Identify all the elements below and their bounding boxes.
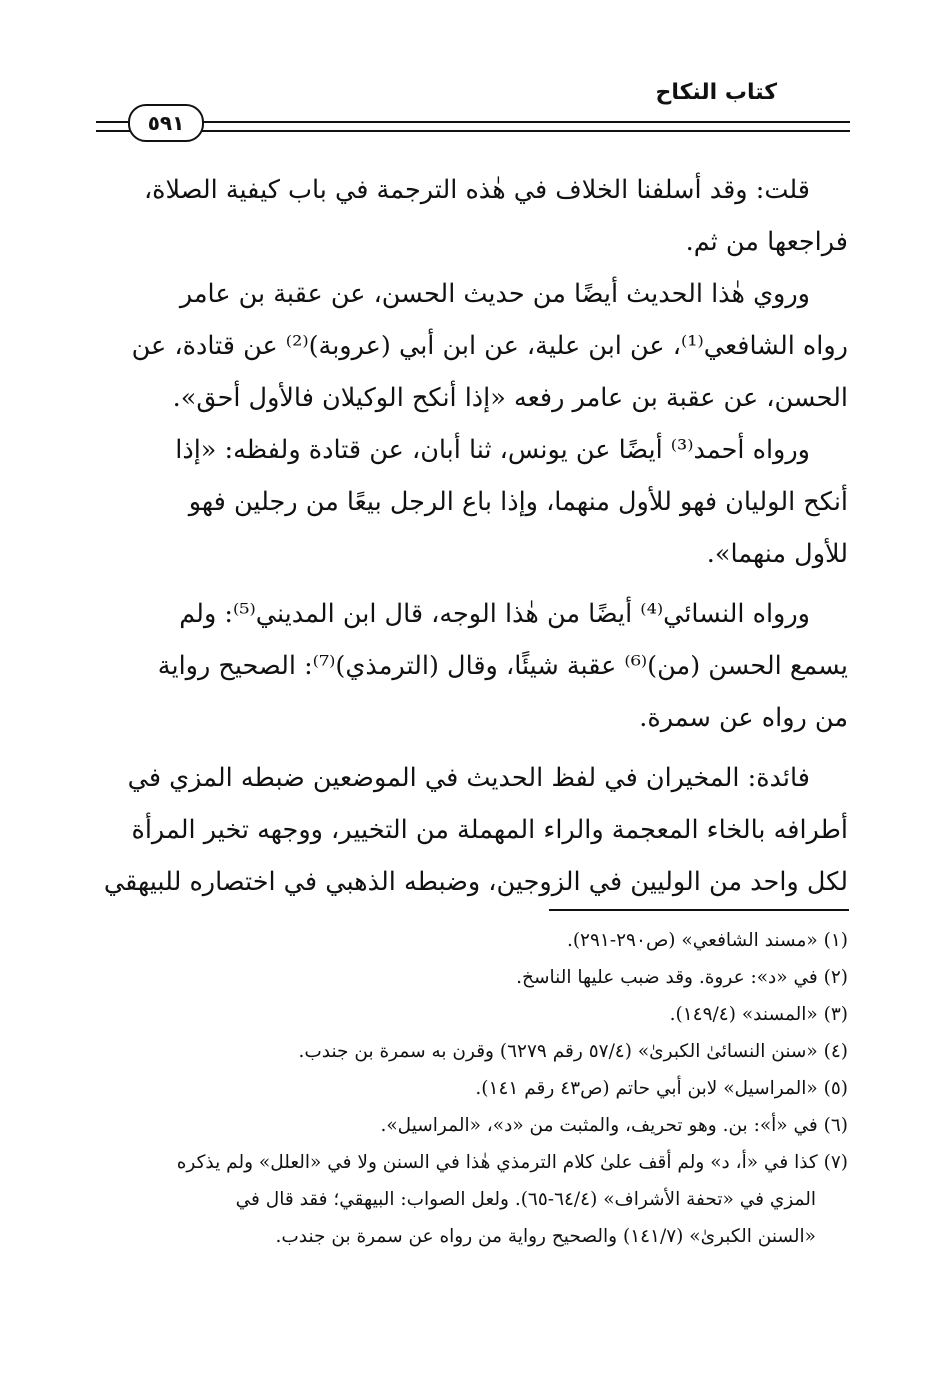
paragraph-4-line-3: من رواه عن سمرة. [639,703,848,733]
paragraph-3-line-2: أنكح الوليان فهو للأول منهما، وإذا باع الرجل بيعًا من رجلين فهو [188,487,848,517]
paragraph-5-line-3: لكل واحد من الوليين في الزوجين، وضبطه الذهبي في اختصاره للبيهقي [103,867,848,897]
paragraph-4-line-1: ورواه النسائي⁽⁴⁾ أيضًا من هٰذا الوجه، قال ابن المديني⁽⁵⁾: ولم [179,599,810,629]
footnote-7-line-2: المزي في «تحفة الأشراف» (٦٤/٤-٦٥). ولعل الصواب: البيهقي؛ فقد قال في [235,1189,816,1210]
footnote-separator [549,909,849,911]
header-rule-bottom [96,130,850,132]
paragraph-5-line-2: أطرافه بالخاء المعجمة والراء المهملة من التخيير، ووجهه تخير المرأة [131,815,848,845]
footnote-2: (٢) في «د»: عروة. وقد ضبب عليها الناسخ. [516,967,848,988]
paragraph-4-line-2: يسمع الحسن (من)⁽⁶⁾ عقبة شيئًا، وقال (الترمذي)⁽⁷⁾: الصحيح رواية [157,651,848,681]
footnote-7-line-3: «السنن الكبرىٰ» (١٤١/٧) والصحيح رواية من رواه عن سمرة بن جندب. [275,1226,816,1247]
paragraph-3-line-3: للأول منهما». [706,539,848,569]
footnote-5: (٥) «المراسيل» لابن أبي حاتم (ص٤٣ رقم ١٤١). [475,1078,848,1099]
footnote-6: (٦) في «أ»: بن. وهو تحريف، والمثبت من «د»، «المراسيل». [380,1115,848,1136]
paragraph-1-line-2: فراجعها من ثم. [685,227,848,257]
paragraph-2-line-3: الحسن، عن عقبة بن عامر رفعه «إذا أنكح الوكيلان فالأول أحق». [172,383,848,413]
page-number: ٥٩١ [128,104,204,142]
chapter-title: كتاب النكاح [655,80,777,105]
footnote-4: (٤) «سنن النسائیٰ الكبرىٰ» (٥٧/٤ رقم ٦٢٧٩) وقرن به سمرة بن جندب. [298,1041,848,1062]
footnote-3: (٣) «المسند» (١٤٩/٤). [669,1004,848,1025]
paragraph-1-line-1: قلت: وقد أسلفنا الخلاف في هٰذه الترجمة في باب كيفية الصلاة، [143,175,810,205]
footnote-7-line-1: (٧) كذا في «أ، د» ولم أقف علىٰ كلام الترمذي هٰذا في السنن ولا في «العلل» ولم يذكره [176,1152,848,1173]
main-text [96,164,848,908]
footnotes [100,922,848,1255]
paragraph-2-line-1: وروي هٰذا الحديث أيضًا من حديث الحسن، عن عقبة بن عامر [179,279,810,309]
paragraph-3-line-1: ورواه أحمد⁽³⁾ أيضًا عن يونس، ثنا أبان، عن قتادة ولفظه: «إذا [175,435,810,465]
header-rule-top [96,121,850,123]
footnote-1: (١) «مسند الشافعي» (ص٢٩٠-٢٩١). [566,930,848,951]
paragraph-2-line-2: رواه الشافعي⁽¹⁾، عن ابن علية، عن ابن أبي (عروبة)⁽²⁾ عن قتادة، عن [131,331,848,361]
paragraph-5-line-1: فائدة: المخيران في لفظ الحديث في الموضعين ضبطه المزي في [127,763,810,793]
